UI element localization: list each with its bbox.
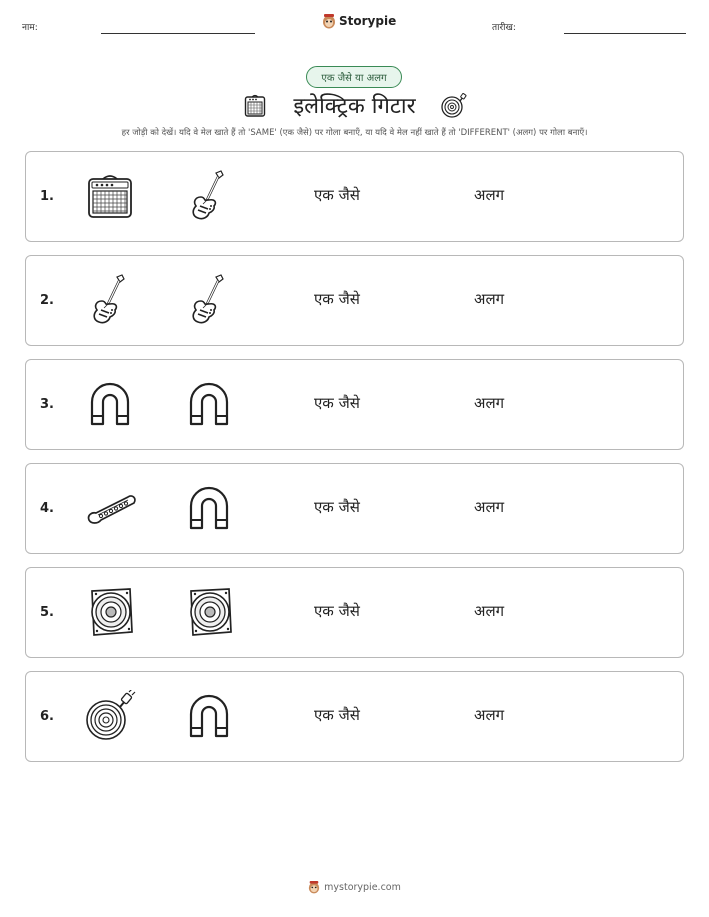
different-option[interactable]: अलग <box>474 186 505 204</box>
name-line[interactable] <box>101 33 255 34</box>
speaker-icon <box>183 586 235 638</box>
worksheet-title: इलेक्ट्रिक गिटार <box>293 94 416 119</box>
pair-row <box>25 359 684 450</box>
same-option[interactable]: एक जैसे <box>314 394 360 412</box>
pair-number: 5. <box>40 605 54 620</box>
worksheet-type-badge: एक जैसे या अलग <box>306 66 402 88</box>
different-option[interactable]: अलग <box>474 602 505 620</box>
speaker-icon <box>84 586 136 638</box>
same-option[interactable]: एक जैसे <box>314 498 360 516</box>
different-option[interactable]: अलग <box>474 394 505 412</box>
mascot-icon <box>308 880 320 894</box>
date-label: तारीख: <box>492 23 516 33</box>
cable-icon <box>84 690 136 742</box>
magnet-icon <box>84 378 136 430</box>
different-option[interactable]: अलग <box>474 706 505 724</box>
guitar-icon <box>84 274 136 326</box>
pair-row <box>25 255 684 346</box>
pair-row <box>25 671 684 762</box>
guitar-icon <box>183 274 235 326</box>
amplifier-icon <box>84 170 136 222</box>
pair-number: 1. <box>40 189 54 204</box>
same-option[interactable]: एक जैसे <box>314 186 360 204</box>
pair-number: 4. <box>40 501 54 516</box>
footer <box>0 880 709 894</box>
pair-number: 3. <box>40 397 54 412</box>
instructions: हर जोड़ी को देखें। यदि वे मेल खाते हैं तो 'SAME' (एक जैसे) पर गोला बनाएँ, या यदि वे मेल नहीं खाते हैं तो 'DIFFERENT' (अलग) पर गोला बनाएँ। <box>121 128 588 138</box>
magnet-icon <box>183 482 235 534</box>
same-option[interactable]: एक जैसे <box>314 706 360 724</box>
brand-name: Storypie <box>339 14 397 28</box>
pair-number: 6. <box>40 709 54 724</box>
mascot-icon <box>322 13 336 29</box>
magnet-icon <box>183 378 235 430</box>
pickup-icon <box>84 482 136 534</box>
same-option[interactable]: एक जैसे <box>314 602 360 620</box>
magnet-icon <box>183 690 235 742</box>
different-option[interactable]: अलग <box>474 290 505 308</box>
pair-row <box>25 463 684 554</box>
name-label: नाम: <box>22 23 38 33</box>
footer-url[interactable]: mystorypie.com <box>324 881 401 893</box>
date-line[interactable] <box>564 33 686 34</box>
cable-icon <box>438 93 468 119</box>
pair-number: 2. <box>40 293 54 308</box>
brand-logo <box>322 13 396 29</box>
pair-row <box>25 567 684 658</box>
guitar-icon <box>183 170 235 222</box>
same-option[interactable]: एक जैसे <box>314 290 360 308</box>
pair-row <box>25 151 684 242</box>
different-option[interactable]: अलग <box>474 498 505 516</box>
